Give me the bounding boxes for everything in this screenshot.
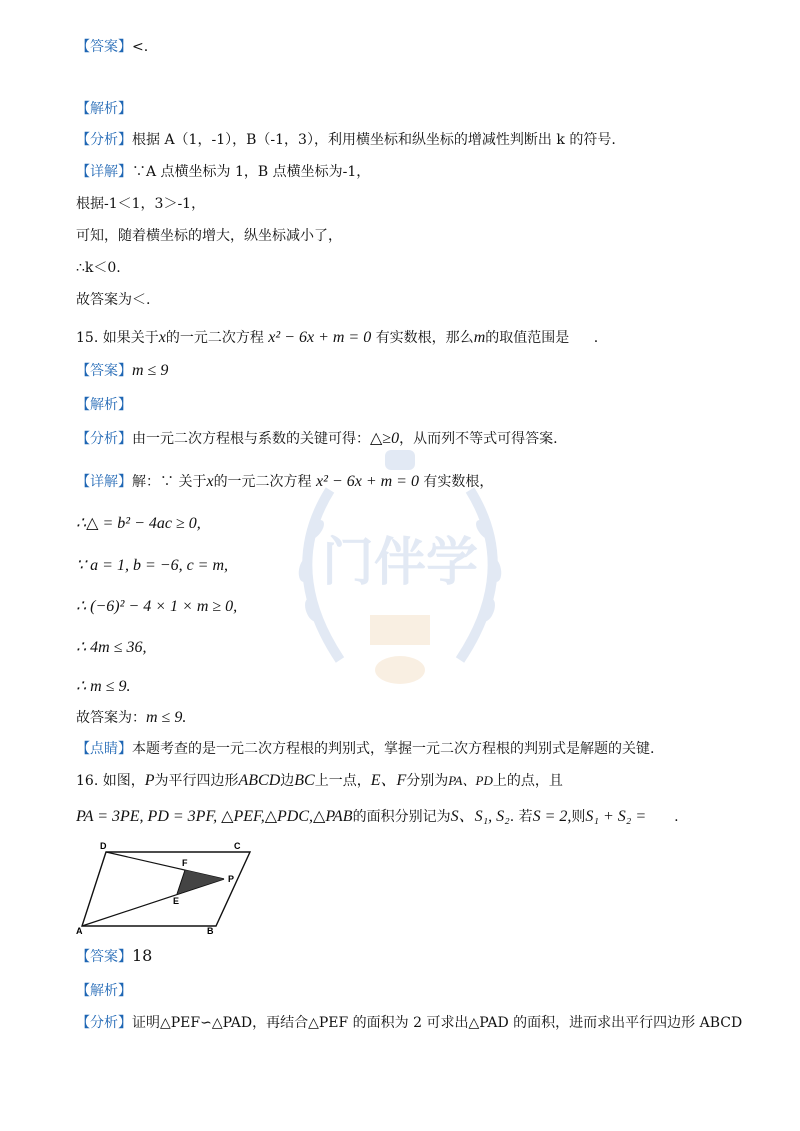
q15-number: 15. <box>76 330 99 346</box>
label-e: E <box>173 896 180 906</box>
q15-stem-b: 的一元二次方程 <box>165 330 264 346</box>
label-a: A <box>76 926 83 935</box>
q16-l1-c: 边 <box>280 773 295 789</box>
q16-stem-2 <box>76 807 679 827</box>
detail-tag: 【详解】 <box>76 474 132 490</box>
q15-final-line <box>76 708 186 728</box>
q15-step-1: ∴△ = b² − 4ac ≥ 0, <box>76 515 201 532</box>
q14-detail-2: 根据-1＜1，3＞-1， <box>76 196 206 212</box>
q14-detail-1: ∵A 点横坐标为 1，B 点横坐标为-1， <box>132 164 371 180</box>
q16-l1-bc: BC <box>294 772 315 789</box>
answer-tag: 【答案】 <box>76 39 132 55</box>
q14-answer: <. <box>132 39 149 55</box>
q15-analysis-delta: △≥0 <box>370 430 400 447</box>
q15-final-a: 故答案为： <box>76 710 146 726</box>
parallelogram-figure <box>76 840 266 935</box>
q15-detail-mid: 的一元二次方程 <box>213 474 312 490</box>
q15-detail-lead: 解：∵ 关于 <box>132 474 207 490</box>
q15-analysis-text: 由一元二次方程根与系数的关键可得： <box>132 431 370 447</box>
analysis-tag: 【解析】 <box>76 397 132 413</box>
q15-detail-line <box>76 472 493 492</box>
q15-detail-x: x <box>206 473 214 490</box>
q14-answer-line <box>76 37 148 57</box>
detail-tag: 【详解】 <box>76 164 132 180</box>
q14-detail-4: ∴k＜0. <box>76 260 121 276</box>
parallelogram-abcd <box>82 852 250 926</box>
q15-fenxi-line <box>76 429 558 449</box>
q16-l2-c: 则 <box>571 809 586 825</box>
q16-stem-1 <box>76 771 563 791</box>
label-b: B <box>207 926 214 935</box>
q15-stem-x: x <box>158 329 166 346</box>
q16-l1-b: 为平行四边形 <box>154 773 239 789</box>
q16-l1-abcd: ABCD <box>238 772 281 789</box>
label-p: P <box>228 874 235 884</box>
analysis-tag: 【解析】 <box>76 983 132 999</box>
q16-analysis-tag-line <box>76 981 132 1001</box>
label-c: C <box>234 841 241 851</box>
watermark-text: 门伴学 <box>321 534 479 592</box>
q15-detail-end: 有实数根， <box>423 474 494 490</box>
fenxi-tag: 【分析】 <box>76 431 132 447</box>
label-f: F <box>182 858 188 868</box>
q15-stem-m: m <box>473 329 486 346</box>
q15-stem-c: 有实数根，那么 <box>375 330 474 346</box>
q14-analysis-text: 根据 A（1，-1），B（-1，3），利用横坐标和纵坐标的增减性判断出 k 的符号. <box>132 132 616 148</box>
q16-answer-line <box>76 946 152 967</box>
q16-l2-b: . 若 <box>509 809 533 825</box>
q14-detail-line <box>76 162 370 182</box>
q16-l1-e: 分别为 <box>406 773 449 789</box>
q15-step-3: ∴ (−6)² − 4 × 1 × m ≥ 0, <box>76 598 238 615</box>
q16-l1-d: 上一点， <box>314 773 371 789</box>
fenxi-tag: 【分析】 <box>76 132 132 148</box>
label-d: D <box>100 841 107 851</box>
q16-l2-end: . <box>674 809 679 825</box>
q15-stem-end: . <box>593 330 599 346</box>
q15-step-4: ∴ 4m ≤ 36, <box>76 639 147 656</box>
q16-l1-a: 如图， <box>102 773 145 789</box>
q16-number: 16. <box>76 773 99 789</box>
watermark-logo <box>270 430 530 700</box>
q16-l2-ask: S₁ + S₂ = <box>585 808 647 825</box>
q14-fenxi-line <box>76 130 616 150</box>
q15-equation: x² − 6x + m = 0 <box>268 329 372 346</box>
answer-tag: 【答案】 <box>76 363 132 379</box>
q16-l1-f: 上的点，且 <box>492 773 563 789</box>
q16-l1-pa: PA、PD <box>448 773 493 788</box>
q15-answer-line <box>76 361 168 381</box>
q16-fenxi-line <box>76 1013 742 1033</box>
analysis-tag: 【解析】 <box>76 101 132 117</box>
q16-l2-eq: PA = 3PE, PD = 3PF, △PEF,△PDC,△PAB <box>76 808 353 825</box>
q15-comment-line <box>76 739 654 759</box>
q16-answer: 18 <box>132 946 153 965</box>
q15-stem <box>76 328 598 348</box>
q16-analysis-text: 证明△PEF∽△PAD，再结合△PEF 的面积为 2 可求出△PAD 的面积，进而求出平行四边形 ABCD <box>132 1015 743 1031</box>
q14-final: 故答案为＜. <box>76 292 151 308</box>
q14-analysis-tag-line <box>76 99 132 119</box>
q15-comment: 本题考查的是一元二次方程根的判别式，掌握一元二次方程根的判别式是解题的关键. <box>132 741 655 757</box>
answer-tag: 【答案】 <box>76 949 132 965</box>
q15-final-b: m ≤ 9. <box>146 709 187 726</box>
q15-detail-equation: x² − 6x + m = 0 <box>316 473 419 490</box>
q16-l2-cond: S = 2, <box>532 808 572 825</box>
fenxi-tag: 【分析】 <box>76 1015 132 1031</box>
q16-l1-ef: E、F <box>370 772 407 789</box>
comment-tag: 【点睛】 <box>76 741 132 757</box>
q15-analysis-tag-line <box>76 395 132 415</box>
q16-l2-a: 的面积分别记为 <box>352 809 451 825</box>
q16-l1-p: P <box>144 772 155 789</box>
q15-analysis-end: ，从而列不等式可得答案. <box>399 431 558 447</box>
q14-detail-3: 可知，随着横坐标的增大，纵坐标减小了， <box>76 228 342 244</box>
q15-step-5: ∴ m ≤ 9. <box>76 678 131 695</box>
segment-pa <box>82 879 224 926</box>
q15-stem-d: 的取值范围是 <box>485 330 570 346</box>
q15-answer: m ≤ 9 <box>132 362 169 379</box>
q16-l2-s: S、S₁, S₂ <box>450 808 510 825</box>
q15-step-2: ∵ a = 1, b = −6, c = m, <box>76 557 229 574</box>
q15-stem-a: 如果关于 <box>102 330 159 346</box>
